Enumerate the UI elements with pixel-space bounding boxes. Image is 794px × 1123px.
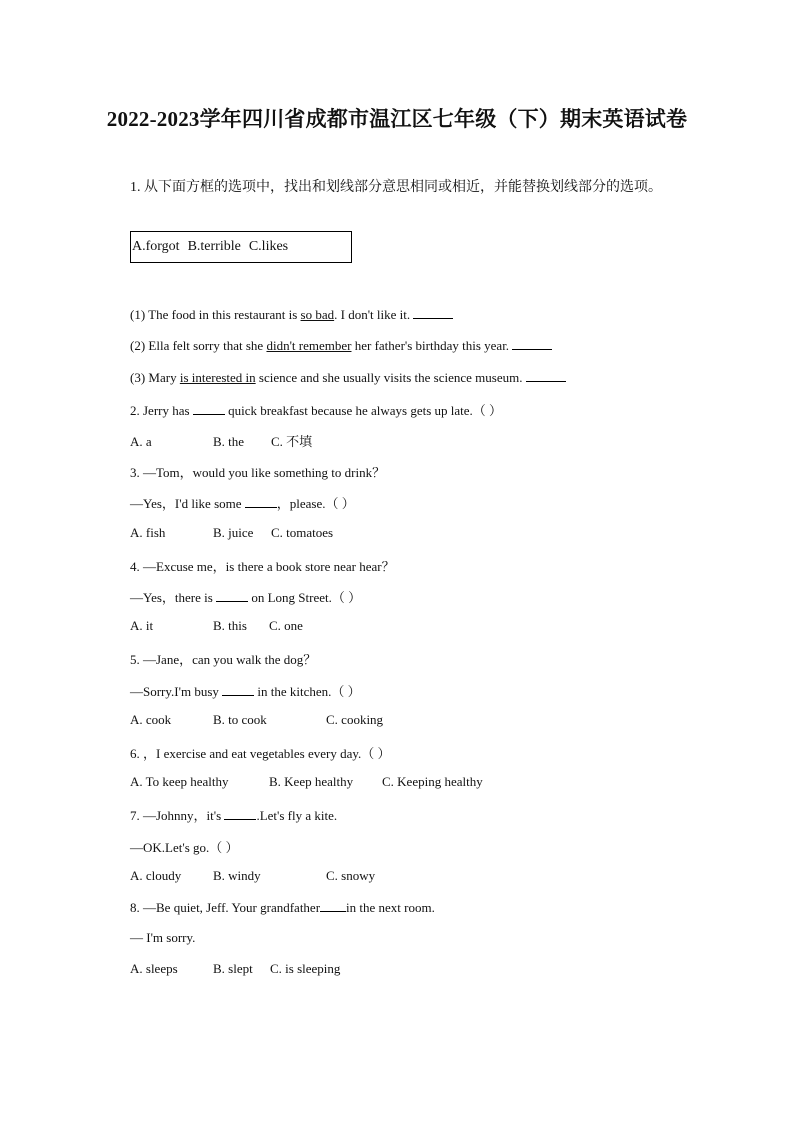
question-4-line-2: —Yes，there is on Long Street.（ ）: [130, 590, 362, 605]
option-b[interactable]: B. Keep healthy: [269, 774, 354, 789]
answer-blank[interactable]: [216, 589, 248, 602]
q1-sentence-1: (1) The food in this restaurant is so bad. I don't like it.: [130, 306, 453, 323]
q1-sentence-3: (3) Mary is interested in science and she usually visits the science museum.: [130, 369, 566, 386]
box-option-b: B.terrible: [187, 239, 241, 254]
page-title: 2022-2023学年四川省成都市温江区七年级（下）期末英语试卷: [106, 107, 688, 131]
option-a[interactable]: A. sleeps: [130, 961, 178, 976]
option-b[interactable]: B. windy: [213, 868, 261, 883]
q1-sentence-2: (2) Ella felt sorry that she didn't remember her father's birthday this year.: [130, 337, 552, 354]
option-a[interactable]: A. it: [130, 618, 154, 633]
question-6-stem: 6. ，I exercise and eat vegetables every day.（ ）: [130, 746, 391, 761]
option-a[interactable]: A. To keep healthy: [130, 774, 229, 789]
answer-blank[interactable]: [224, 807, 256, 820]
question-8-line-1: 8. —Be quiet, Jeff. Your grandfather in the next room.: [130, 900, 435, 915]
question-8-line-2: — I'm sorry.: [130, 930, 196, 945]
question-2-stem: 2. Jerry has quick breakfast because he always gets up late.（ ）: [130, 403, 503, 418]
underlined-phrase: didn't remember: [266, 338, 352, 353]
option-b[interactable]: B. juice: [213, 525, 254, 540]
option-c[interactable]: C. 不填: [271, 434, 313, 449]
question-5-line-2: —Sorry.I'm busy in the kitchen.（ ）: [130, 684, 361, 699]
question-3-options: [130, 525, 333, 541]
option-b[interactable]: B. this: [213, 618, 247, 633]
option-b[interactable]: B. slept: [213, 961, 253, 976]
box-option-a: A.forgot: [132, 239, 180, 254]
box-option-c: C.likes: [248, 239, 289, 254]
answer-blank[interactable]: [193, 402, 225, 415]
option-c[interactable]: C. cooking: [326, 712, 384, 727]
question-3-line-1: 3. —Tom，would you like something to drink？: [130, 465, 386, 480]
question-7-options: [130, 868, 375, 884]
option-c[interactable]: C. one: [269, 618, 303, 633]
option-c[interactable]: C. tomatoes: [271, 525, 334, 540]
question-4-line-1: 4. —Excuse me，is there a book store near hear？: [130, 559, 395, 574]
question-7-line-1: 7. —Johnny，it's .Let's fly a kite.: [130, 808, 338, 823]
question-5-line-1: 5. —Jane，can you walk the dog？: [130, 652, 317, 667]
option-a[interactable]: A. cook: [130, 712, 172, 727]
answer-blank[interactable]: [320, 899, 346, 912]
answer-blank[interactable]: [222, 683, 254, 696]
option-a[interactable]: A. a: [130, 434, 152, 449]
underlined-phrase: so bad: [300, 307, 335, 322]
option-c[interactable]: C. is sleeping: [270, 961, 341, 976]
option-b[interactable]: B. the: [213, 434, 245, 449]
answer-blank[interactable]: [512, 337, 552, 350]
option-c[interactable]: C. snowy: [326, 868, 376, 883]
question-1-stem: 1. 从下面方框的选项中，找出和划线部分意思相同或相近，并能替换划线部分的选项。: [130, 180, 662, 195]
option-a[interactable]: A. fish: [130, 525, 166, 540]
option-b[interactable]: B. to cook: [213, 712, 267, 727]
options-box: [130, 231, 352, 263]
answer-blank[interactable]: [526, 369, 566, 382]
question-7-line-2: —OK.Let's go.（ ）: [130, 840, 239, 855]
option-a[interactable]: A. cloudy: [130, 868, 182, 883]
answer-blank[interactable]: [413, 306, 453, 319]
underlined-phrase: is interested in: [179, 370, 256, 385]
question-6-options: [130, 774, 483, 790]
option-c[interactable]: C. Keeping healthy: [382, 774, 483, 789]
question-5-options: [130, 712, 383, 728]
question-2-options: [130, 431, 312, 450]
question-4-options: [130, 618, 303, 634]
question-8-options: [130, 961, 340, 977]
question-3-line-2: —Yes，I'd like some ，please.（ ）: [130, 496, 355, 511]
answer-blank[interactable]: [245, 495, 277, 508]
